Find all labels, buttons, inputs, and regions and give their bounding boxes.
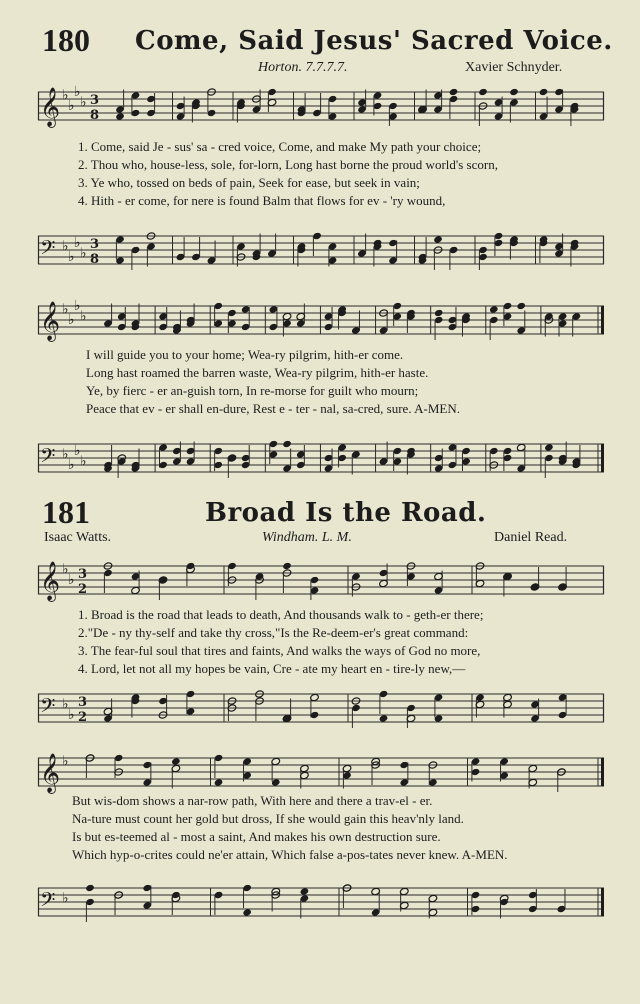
svg-text:𝄢: 𝄢 (40, 444, 56, 472)
lyric-line: 4. Lord, let not all my hopes be vain, Cre - ate my heart en - tire-ly new,— (78, 661, 466, 676)
svg-text:8: 8 (90, 108, 100, 123)
svg-text:𝄞: 𝄞 (40, 87, 61, 127)
svg-text:♭: ♭ (62, 446, 69, 463)
svg-text:3: 3 (90, 93, 100, 108)
lyric-line: Which hyp-o-crites could ne'er attain, Which false a-pos-tates never knew. A-MEN. (72, 847, 508, 862)
svg-text:𝄢: 𝄢 (40, 888, 56, 916)
svg-text:♭: ♭ (74, 298, 81, 314)
hymn-number: 181 (42, 494, 90, 530)
svg-text:♭: ♭ (62, 753, 69, 770)
svg-text:♭: ♭ (68, 707, 75, 723)
svg-text:♭: ♭ (80, 308, 87, 325)
svg-text:♭: ♭ (74, 84, 81, 100)
svg-text:♭: ♭ (62, 890, 69, 907)
hymn-title: Broad Is the Road. (205, 498, 487, 528)
svg-text:2: 2 (78, 710, 88, 725)
svg-text:2: 2 (78, 582, 88, 597)
lyric-line: Is but es-teemed al - most a saint, And makes his own destruction sure. (72, 829, 441, 844)
treble-staff (38, 296, 604, 348)
svg-text:♭: ♭ (80, 453, 87, 470)
verse-block (78, 606, 483, 678)
svg-text:3: 3 (78, 567, 88, 582)
lyric-line: I will guide you to your home; Wea-ry pilgrim, hith-er come. (86, 347, 404, 362)
hymn-title: Come, Said Jesus' Sacred Voice. (135, 26, 613, 56)
svg-text:♭: ♭ (74, 443, 81, 459)
treble-staff (38, 556, 604, 608)
svg-text:𝄞: 𝄞 (40, 753, 61, 793)
lyric-line: 2."De - ny thy-self and take thy cross,"Is the Re-deem-er's great command: (78, 625, 469, 640)
author: Isaac Watts. (44, 530, 112, 545)
composer: Xavier Schnyder. (465, 60, 563, 75)
hymn-number: 180 (42, 22, 90, 58)
lyric-line: 3. Ye who, tossed on beds of pain, Seek for ease, but seek in vain; (78, 175, 420, 190)
svg-text:♭: ♭ (68, 98, 75, 114)
verse-block (78, 138, 498, 210)
lyric-line: Ye, by fierc - er an-guish torn, In re-morse for guilt who mourn; (86, 383, 419, 398)
svg-text:♭: ♭ (68, 457, 75, 473)
svg-text:♭: ♭ (62, 87, 69, 104)
verse-block (86, 346, 460, 418)
bass-staff (38, 226, 604, 278)
treble-staff (38, 82, 604, 134)
lyric-line: 1. Broad is the road that leads to death, And thousands walk to - geth-er there; (78, 607, 484, 622)
tune-name: Horton. 7.7.7.7. (258, 60, 348, 75)
svg-text:𝄢: 𝄢 (40, 694, 56, 722)
svg-text:3: 3 (90, 237, 100, 252)
composer: Daniel Read. (494, 530, 568, 545)
svg-text:♭: ♭ (80, 245, 87, 262)
lyric-line: 2. Thou who, house-less, sole, for-lorn, Long hast borne the proud world's scorn, (78, 157, 498, 172)
lyric-line: 4. Hith - er come, for nere is found Balm that flows for ev - 'ry wound, (78, 193, 446, 208)
svg-text:♭: ♭ (68, 572, 75, 588)
verse-block (72, 792, 508, 864)
lyric-line: 1. Come, said Je - sus' sa - cred voice, Come, and make My path your choice; (78, 139, 482, 154)
svg-text:♭: ♭ (62, 301, 69, 318)
svg-text:♭: ♭ (62, 696, 69, 713)
svg-text:♭: ♭ (68, 249, 75, 265)
lyric-line: 3. The fear-ful soul that tires and faints, And walks the ways of God no more, (78, 643, 481, 658)
tune-name: Windham. L. M. (262, 530, 352, 545)
bass-staff (38, 434, 604, 486)
lyric-line: But wis-dom shows a nar-row path, With here and there a trav-el - er. (72, 793, 433, 808)
svg-text:𝄞: 𝄞 (40, 561, 61, 601)
svg-text:♭: ♭ (74, 235, 81, 251)
svg-text:𝄞: 𝄞 (40, 301, 61, 341)
svg-text:8: 8 (90, 252, 100, 267)
lyric-line: Peace that ev - er shall en-dure, Rest e - ter - nal, sa-cred, sure. A-MEN. (86, 401, 460, 416)
svg-text:3: 3 (78, 695, 88, 710)
svg-text:♭: ♭ (68, 312, 75, 328)
lyric-line: Long hast roamed the barren waste, Wea-ry pilgrim, hith-er haste. (86, 365, 429, 380)
bass-staff (38, 684, 604, 736)
bass-staff (38, 878, 604, 930)
svg-text:𝄢: 𝄢 (40, 236, 56, 264)
svg-text:♭: ♭ (80, 94, 87, 111)
svg-text:♭: ♭ (62, 561, 69, 578)
lyric-line: Na-ture must count her gold but dross, If she would gain this heav'nly land. (72, 811, 464, 826)
svg-text:♭: ♭ (62, 238, 69, 255)
